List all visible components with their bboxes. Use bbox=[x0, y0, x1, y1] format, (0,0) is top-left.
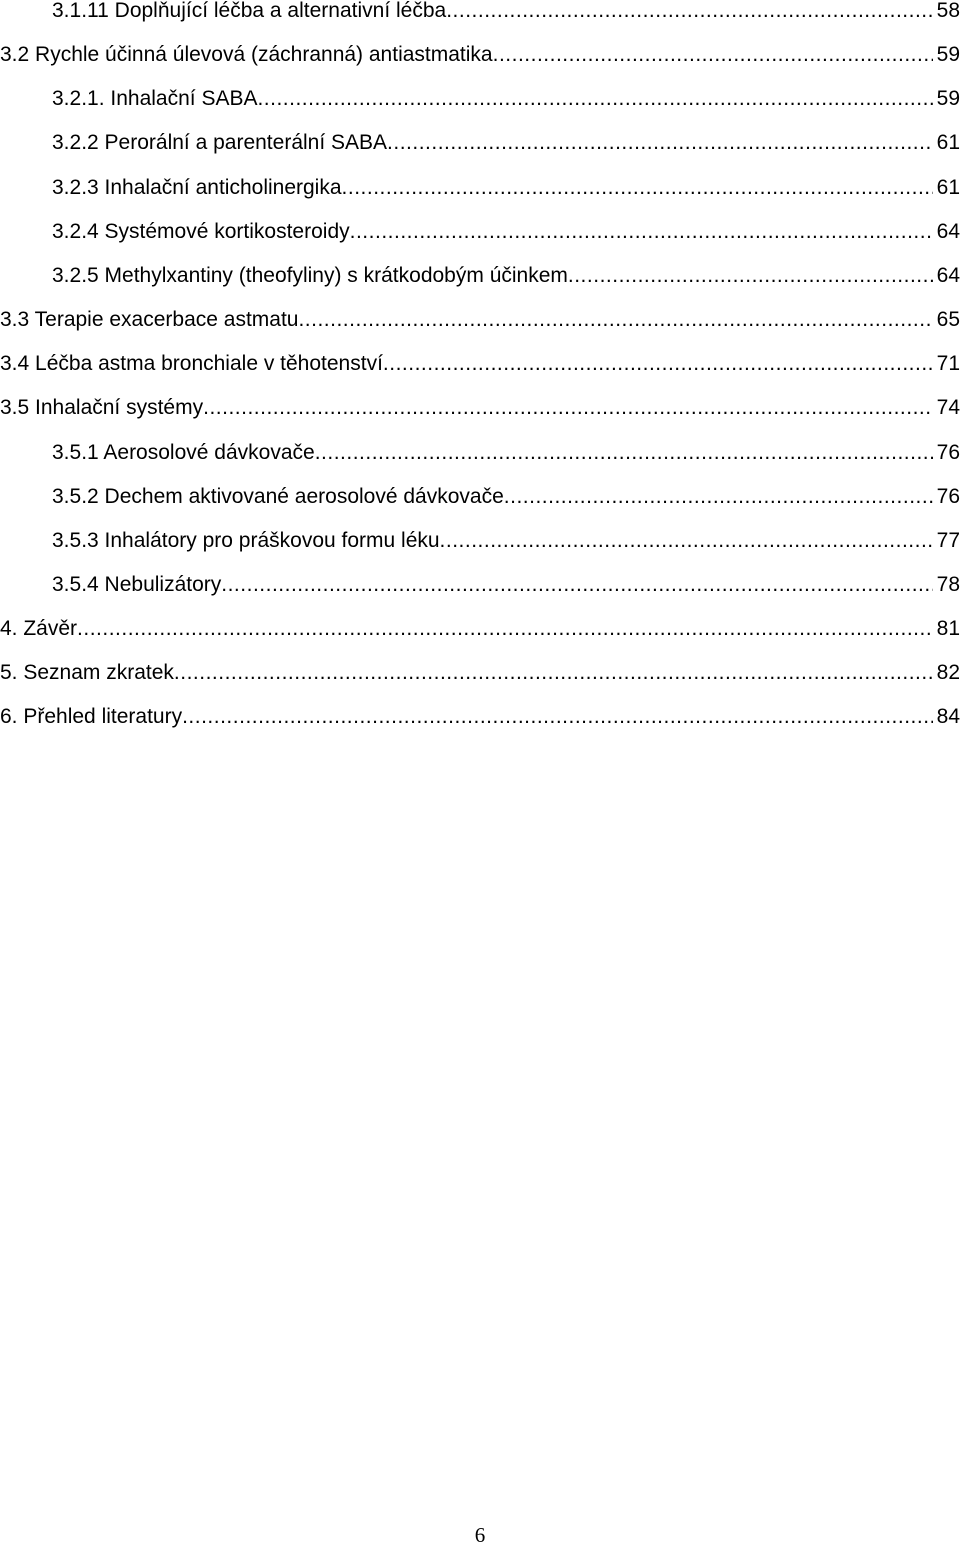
toc-entry[interactable] bbox=[0, 0, 960, 26]
toc-entry-page-number: 77 bbox=[936, 528, 960, 552]
toc-dot-leader bbox=[77, 614, 933, 644]
toc-entry-title: 3.2.4 Systémové kortikosteroidy bbox=[52, 219, 350, 243]
toc-entry[interactable] bbox=[0, 261, 960, 291]
toc-entry-page-number: 58 bbox=[936, 0, 960, 22]
toc-dot-leader bbox=[568, 261, 933, 291]
toc-entry[interactable] bbox=[0, 217, 960, 247]
toc-dot-leader bbox=[203, 393, 933, 423]
toc-entry-title: 3.4 Léčba astma bronchiale v těhotenství bbox=[0, 352, 383, 376]
toc-entry[interactable] bbox=[0, 482, 960, 512]
toc-entry[interactable] bbox=[0, 658, 960, 688]
toc-entry-page-number: 76 bbox=[936, 440, 960, 464]
toc-dot-leader bbox=[493, 40, 933, 70]
toc-dot-leader bbox=[221, 570, 932, 600]
toc-entry-page-number: 76 bbox=[936, 484, 960, 508]
toc-entry-page-number: 59 bbox=[936, 87, 960, 111]
toc-entry-page-number: 65 bbox=[936, 308, 960, 332]
toc-dot-leader bbox=[174, 658, 933, 688]
toc-entry-page-number: 81 bbox=[936, 617, 960, 641]
toc-dot-leader bbox=[298, 305, 932, 335]
toc-dot-leader bbox=[504, 482, 933, 512]
toc-entry-title: 3.5.2 Dechem aktivované aerosolové dávkovače bbox=[52, 484, 504, 508]
toc-entry-page-number: 64 bbox=[936, 263, 960, 287]
toc-entry-title: 3.5.3 Inhalátory pro práškovou formu léku bbox=[52, 528, 440, 552]
toc-entry[interactable] bbox=[0, 393, 960, 423]
toc-entry-title: 3.3 Terapie exacerbace astmatu bbox=[0, 308, 299, 332]
toc-entry[interactable] bbox=[0, 438, 960, 468]
toc-dot-leader bbox=[383, 349, 933, 379]
toc-entry[interactable] bbox=[0, 702, 960, 732]
toc-dot-leader bbox=[315, 438, 933, 468]
toc-dot-leader bbox=[350, 217, 933, 247]
toc-entry-page-number: 82 bbox=[936, 661, 960, 685]
toc-entry[interactable] bbox=[0, 40, 960, 70]
toc-entry-title: 3.2.3 Inhalační anticholinergika bbox=[52, 175, 342, 199]
toc-entry-page-number: 74 bbox=[936, 396, 960, 420]
toc-entry-title: 3.5.4 Nebulizátory bbox=[52, 572, 222, 596]
toc-entry[interactable] bbox=[0, 570, 960, 600]
toc-entry-title: 6. Přehled literatury bbox=[0, 705, 183, 729]
toc-entry-page-number: 64 bbox=[936, 219, 960, 243]
toc-entry-page-number: 71 bbox=[936, 352, 960, 376]
toc-entry-title: 4. Závěr bbox=[0, 617, 78, 641]
toc-entry-page-number: 59 bbox=[936, 43, 960, 67]
toc-entry[interactable] bbox=[0, 128, 960, 158]
toc-entry[interactable] bbox=[0, 526, 960, 556]
toc-entry-page-number: 78 bbox=[936, 572, 960, 596]
toc-entry-title: 3.2.5 Methylxantiny (theofyliny) s krátkodobým účinkem bbox=[52, 263, 568, 287]
toc-entry[interactable] bbox=[0, 305, 960, 335]
toc-dot-leader bbox=[182, 702, 933, 732]
toc-entry[interactable] bbox=[0, 614, 960, 644]
toc-entry-title: 3.5 Inhalační systémy bbox=[0, 396, 204, 420]
toc-dot-leader bbox=[342, 173, 933, 203]
toc-entry[interactable] bbox=[0, 173, 960, 203]
toc-entry-title: 3.2.2 Perorální a parenterální SABA bbox=[52, 131, 388, 155]
toc-dot-leader bbox=[446, 0, 932, 26]
toc-entry-title: 3.1.11 Doplňující léčba a alternativní léčba bbox=[52, 0, 447, 22]
toc-entry-title: 3.2 Rychle účinná úlevová (záchranná) antiastmatika bbox=[0, 43, 493, 67]
toc-entry[interactable] bbox=[0, 84, 960, 114]
toc-entry-title: 3.2.1. Inhalační SABA bbox=[52, 87, 258, 111]
toc-entry-page-number: 61 bbox=[936, 175, 960, 199]
toc-entry[interactable] bbox=[0, 349, 960, 379]
toc-entry-page-number: 61 bbox=[936, 131, 960, 155]
toc-entry-page-number: 84 bbox=[936, 705, 960, 729]
toc-dot-leader bbox=[440, 526, 933, 556]
toc-dot-leader bbox=[387, 128, 933, 158]
toc-dot-leader bbox=[257, 84, 932, 114]
toc-entry-title: 3.5.1 Aerosolové dávkovače bbox=[52, 440, 315, 464]
page-number: 6 bbox=[474, 1523, 486, 1547]
toc-entry-title: 5. Seznam zkratek bbox=[0, 661, 174, 685]
